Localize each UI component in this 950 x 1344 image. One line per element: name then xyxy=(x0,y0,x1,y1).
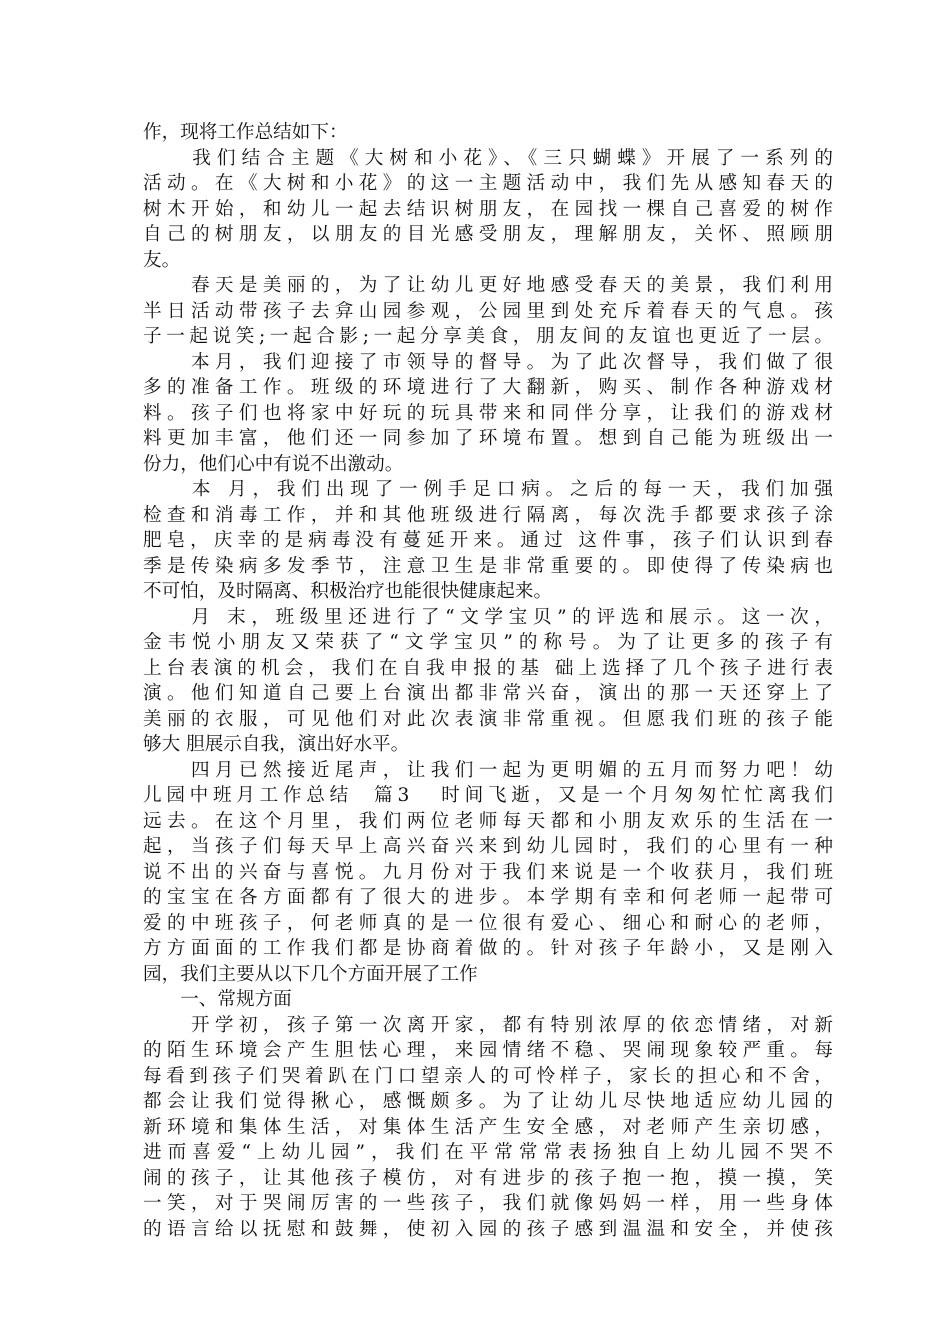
text-line: 进而喜爱“上幼儿园”，我们在平常常常表扬独自上幼儿园不哭不 xyxy=(143,1142,833,1163)
text-line: 份力，他们心中有说不出激动。 xyxy=(143,453,404,475)
text-line: 季是传染病多发季节，注意卫生是非常重要的。即使得了传染病也 xyxy=(143,555,833,577)
text-line: 起，当孩子们每天早上高兴奋兴来到幼儿园时，我们的心里有一种 xyxy=(143,836,833,857)
document-body xyxy=(143,120,833,1242)
text-line: 演。他们知道自己要上台演出都非常兴奋，演出的那一天还穿上了 xyxy=(143,683,833,704)
text-line: 开学初，孩子第一次离开家，都有特别浓厚的依恋情绪，对新 xyxy=(143,1014,833,1036)
text-line: 新环境和集体生活，对集体生活产生安全感，对老师产生亲切感， xyxy=(143,1116,833,1138)
text-line: 儿园中班月工作总结 篇3 时间飞逝，又是一个月匆匆忙忙离我们 xyxy=(143,785,833,806)
section-heading: 一、常规方面 xyxy=(143,989,292,1010)
text-line: 都会让我们觉得揪心，感慨颇多。为了让幼儿尽快地适应幼儿园的 xyxy=(143,1091,833,1112)
text-line: 金韦悦小朋友又荣获了“文学宝贝”的称号。为了让更多的孩子有 xyxy=(143,632,833,653)
text-line: 说不出的兴奋与喜悦。九月份对于我们来说是一个收获月，我们班 xyxy=(143,861,833,883)
text-line: 树木开始，和幼儿一起去结识树朋友，在园找一棵自己喜爱的树作 xyxy=(143,198,833,220)
text-line: 每看到孩子们哭着趴在门口望亲人的可怜样子，家长的担心和不舍， xyxy=(143,1065,833,1087)
text-line: 月 末，班级里还进行了“文学宝贝”的评选和展示。这一次， xyxy=(143,606,833,628)
text-line: 本月，我们迎接了市领导的督导。为了此次督导，我们做了很 xyxy=(143,351,833,373)
text-line: 活动。在《大树和小花》的这一主题活动中，我们先从感知春天的 xyxy=(143,173,833,194)
text-line: 远去。在这个月里，我们两位老师每天都和小朋友欢乐的生活在一 xyxy=(143,810,833,832)
text-line: 闹的孩子，让其他孩子模仿，对有进步的孩子抱一抱，摸一摸，笑 xyxy=(143,1167,833,1189)
text-line: 半日活动带孩子去弇山园参观，公园里到处充斥着春天的气息。孩 xyxy=(143,300,833,322)
text-line: 本 月，我们出现了一例手足口病。之后的每一天，我们加强 xyxy=(143,479,833,500)
text-line: 一笑，对于哭闹厉害的一些孩子，我们就像妈妈一样，用一些身体 xyxy=(143,1193,833,1214)
text-line: 料。孩子们也将家中好玩的玩具带来和同伴分享，让我们的游戏材 xyxy=(143,402,833,424)
text-line: 够大 胆展示自我，演出好水平。 xyxy=(143,734,410,755)
text-line: 的宝宝在各方面都有了很大的进步。本学期有幸和何老师一起带可 xyxy=(143,887,833,908)
text-line: 料更加丰富，他们还一同参加了环境布置。想到自己能为班级出一 xyxy=(143,428,833,449)
text-line: 爱的中班孩子，何老师真的是一位很有爱心、细心和耐心的老师， xyxy=(143,912,833,934)
text-line: 方方面面的工作我们都是协商着做的。针对孩子年龄小，又是刚入 xyxy=(143,938,833,959)
text-line: 不可怕，及时隔离、积极治疗也能很快健康起来。 xyxy=(143,581,553,602)
text-line: 四月已然接近尾声，让我们一起为更明媚的五月而努力吧！幼 xyxy=(143,759,833,781)
text-line: 作，现将工作总结如下： xyxy=(143,122,348,143)
text-line: 园，我们主要从以下几个方面开展了工作 xyxy=(143,963,478,985)
text-line: 子一起说笑;一起合影;一起分享美食，朋友间的友谊也更近了一层。 xyxy=(143,326,833,347)
text-line: 检查和消毒工作，并和其他班级进行隔离，每次洗手都要求孩子涂 xyxy=(143,504,833,526)
text-line: 友。 xyxy=(143,249,181,271)
text-line: 多的准备工作。班级的环境进行了大翻新，购买、制作各种游戏材 xyxy=(143,377,833,398)
text-line: 的语言给以抚慰和鼓舞，使初入园的孩子感到温温和安全，并使孩 xyxy=(143,1218,833,1240)
text-line: 春天是美丽的，为了让幼儿更好地感受春天的美景，我们利用 xyxy=(143,275,833,296)
text-line: 肥皂，庆幸的是病毒没有蔓延开来。通过 这件事，孩子们认识到春 xyxy=(143,530,833,551)
text-line: 上台表演的机会，我们在自我申报的基 础上选择了几个孩子进行表 xyxy=(143,657,833,679)
text-line: 自己的树朋友，以朋友的目光感受朋友，理解朋友，关怀、照顾朋 xyxy=(143,224,833,245)
text-line: 的陌生环境会产生胆怯心理，来园情绪不稳、哭闹现象较严重。每 xyxy=(143,1040,833,1061)
text-line: 我们结合主题《大树和小花》、《三只蝴蝶》开展了一系列的 xyxy=(143,147,833,169)
text-line: 美丽的衣服，可见他们对此次表演非常重视。但愿我们班的孩子能 xyxy=(143,708,833,730)
